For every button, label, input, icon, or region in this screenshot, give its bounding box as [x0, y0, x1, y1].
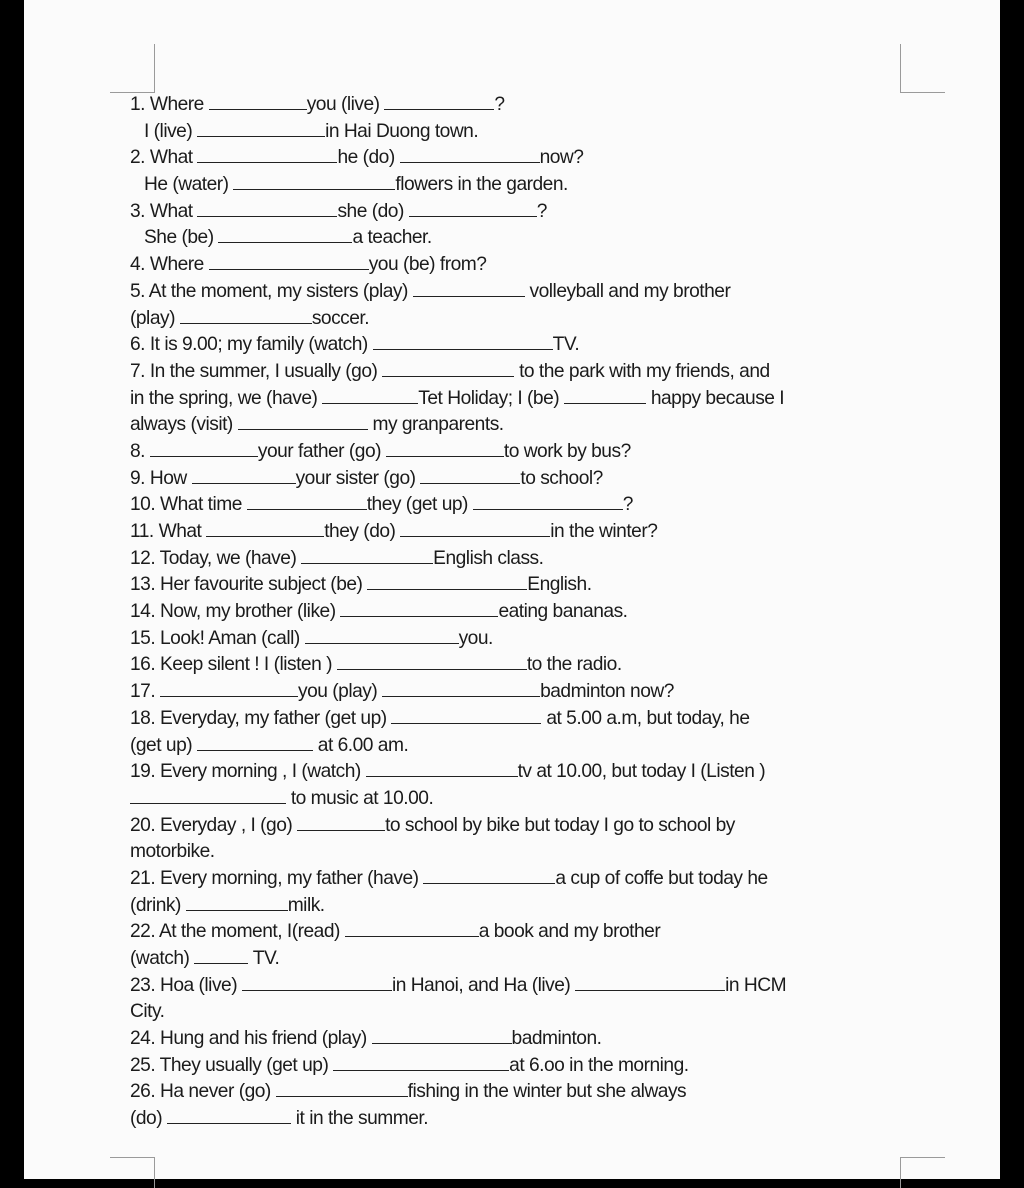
exercise-line [130, 839, 910, 866]
exercise-text: 26. Ha never (go) [130, 1081, 276, 1103]
answer-blank [400, 520, 550, 537]
answer-blank [373, 333, 553, 350]
exercise-text: He (water) [144, 174, 234, 196]
exercise-text: you (be) from? [368, 254, 487, 276]
answer-blank [247, 493, 367, 510]
exercise-text: 13. Her favourite subject (be) [130, 574, 368, 596]
exercise-text: 1. Where [130, 94, 209, 115]
answer-blank [345, 920, 479, 937]
exercise-text: your sister (go) [295, 467, 421, 489]
exercise-text: 19. Every morning , I (watch) [130, 761, 366, 783]
answer-blank [209, 253, 369, 270]
answer-blank [242, 974, 392, 991]
exercise-text: he (do) [337, 147, 400, 169]
answer-blank [333, 1054, 509, 1071]
exercise-line [130, 519, 910, 546]
exercise-text: TV. [248, 948, 280, 969]
exercise-line [130, 1026, 910, 1053]
answer-blank [238, 413, 368, 430]
exercise-text: 17. [130, 681, 161, 703]
exercise-line [130, 332, 910, 359]
exercise-line [130, 919, 910, 946]
exercise-text: motorbike. [130, 841, 215, 863]
exercise-text: tv at 10.00, but today I (Listen ) [517, 761, 766, 783]
exercise-text: now? [539, 147, 584, 169]
answer-blank [194, 947, 248, 964]
exercise-text: at 6.00 am. [312, 734, 409, 756]
exercise-text: 6. It is 9.00; my family (watch) [130, 334, 373, 356]
exercise-text: (watch) [130, 948, 195, 969]
exercise-text: She (be) [144, 227, 219, 249]
exercise-text: in Hanoi, and Ha (live) [391, 974, 576, 996]
exercise-line [130, 946, 910, 973]
exercise-text: to music at 10.00. [286, 787, 434, 809]
exercise-text: in the winter? [550, 521, 658, 542]
answer-blank [420, 467, 520, 484]
answer-blank [197, 120, 325, 137]
exercise-text: you. [458, 627, 493, 649]
exercise-line [130, 92, 910, 119]
exercise-line [130, 492, 910, 519]
exercise-line [130, 866, 910, 893]
exercise-line [130, 1106, 910, 1133]
answer-blank [372, 1027, 512, 1044]
exercise-text: to school by bike but today I go to school by [385, 814, 735, 836]
answer-blank [305, 627, 459, 644]
exercise-text: to the radio. [526, 654, 622, 676]
answer-blank [391, 707, 541, 724]
exercise-text: milk. [287, 894, 325, 916]
exercise-text: in Hai Duong town. [325, 120, 479, 142]
exercise-text: 24. Hung and his friend (play) [130, 1028, 372, 1050]
exercise-line [130, 973, 910, 1000]
exercise-text: 3. What [130, 200, 198, 222]
exercise-list [130, 92, 910, 1133]
answer-blank [167, 1107, 291, 1124]
exercise-line [130, 786, 910, 813]
exercise-line [130, 306, 910, 333]
exercise-line [130, 893, 910, 920]
answer-blank [382, 360, 514, 377]
exercise-text: (drink) [130, 894, 186, 916]
exercise-line [130, 466, 910, 493]
exercise-text: ? [622, 494, 633, 516]
answer-blank [340, 600, 498, 617]
exercise-text: badminton now? [540, 681, 674, 703]
exercise-line [130, 999, 910, 1026]
answer-blank [192, 467, 296, 484]
exercise-text: always (visit) [130, 414, 238, 436]
exercise-text: to school? [520, 467, 603, 489]
exercise-line [130, 172, 910, 199]
exercise-text: eating bananas. [498, 601, 628, 623]
exercise-line [130, 1053, 910, 1080]
exercise-line [130, 759, 910, 786]
exercise-text: in the spring, we (have) [130, 387, 323, 409]
answer-blank [197, 200, 337, 217]
exercise-text: 5. At the moment, my sisters (play) [130, 280, 413, 302]
answer-blank [276, 1080, 408, 1097]
answer-blank [209, 93, 307, 110]
answer-blank [150, 440, 258, 457]
answer-blank [233, 173, 395, 190]
document-page [24, 0, 1000, 1179]
exercise-text: 4. Where [130, 254, 209, 276]
exercise-text: ? [494, 94, 505, 115]
answer-blank [206, 520, 324, 537]
exercise-text: English. [527, 574, 592, 596]
exercise-text: happy because I [645, 387, 785, 409]
exercise-text: City. [130, 1001, 165, 1023]
exercise-line [130, 1079, 910, 1106]
exercise-text: my granparents. [367, 414, 504, 436]
exercise-text: 7. In the summer, I usually (go) [130, 360, 383, 382]
answer-blank [400, 146, 540, 163]
exercise-line [130, 199, 910, 226]
answer-blank [160, 680, 298, 697]
exercise-text: 15. Look! Aman (call) [130, 627, 305, 649]
exercise-text: they (get up) [366, 494, 473, 516]
exercise-line [130, 252, 910, 279]
exercise-line [130, 359, 910, 386]
crop-mark-bottom-left [110, 1157, 155, 1188]
crop-mark-top-left [110, 44, 155, 93]
exercise-text: English class. [433, 547, 544, 569]
exercise-text: TV. [552, 334, 580, 356]
exercise-line [130, 599, 910, 626]
exercise-text: 25. They usually (get up) [130, 1054, 334, 1076]
exercise-text: you (live) [306, 94, 385, 115]
exercise-text: 22. At the moment, I(read) [130, 921, 345, 943]
exercise-text: (do) [130, 1108, 167, 1130]
exercise-text: (play) [130, 307, 180, 329]
exercise-text: 16. Keep silent ! I (listen ) [130, 654, 337, 676]
answer-blank [366, 760, 518, 777]
exercise-text: at 5.00 a.m, but today, he [541, 707, 750, 729]
exercise-text: they (do) [324, 521, 401, 542]
crop-mark-bottom-right [900, 1157, 945, 1188]
exercise-line [130, 572, 910, 599]
exercise-line [130, 225, 910, 252]
answer-blank [575, 974, 725, 991]
exercise-text: badminton. [511, 1028, 602, 1050]
exercise-text: to the park with my friends, and [514, 360, 770, 382]
answer-blank [384, 93, 494, 110]
exercise-text: 10. What time [130, 494, 247, 516]
exercise-text: your father (go) [257, 440, 386, 462]
answer-blank [130, 787, 286, 804]
exercise-text: in HCM [725, 974, 787, 996]
exercise-text: soccer. [311, 307, 370, 329]
exercise-line [130, 386, 910, 413]
exercise-text: 2. What [130, 147, 198, 169]
answer-blank [382, 680, 540, 697]
exercise-text: it in the summer. [290, 1108, 429, 1130]
exercise-line [130, 145, 910, 172]
exercise-line [130, 733, 910, 760]
exercise-text: at 6.oo in the morning. [509, 1054, 689, 1076]
answer-blank [423, 867, 555, 884]
exercise-line [130, 626, 910, 653]
answer-blank [386, 440, 504, 457]
exercise-line [130, 706, 910, 733]
answer-blank [180, 307, 312, 324]
exercise-line [130, 679, 910, 706]
exercise-text: 12. Today, we (have) [130, 547, 302, 569]
answer-blank [218, 226, 352, 243]
exercise-text: a teacher. [352, 227, 432, 249]
exercise-line [130, 119, 910, 146]
answer-blank [473, 493, 623, 510]
answer-blank [409, 200, 537, 217]
answer-blank [564, 387, 646, 404]
exercise-text: fishing in the winter but she always [407, 1081, 687, 1103]
exercise-text: 8. [130, 440, 150, 462]
exercise-text: flowers in the garden. [395, 174, 568, 196]
exercise-text: 11. What [130, 521, 207, 542]
exercise-line [130, 546, 910, 573]
exercise-text: ? [536, 200, 547, 222]
exercise-text: 18. Everyday, my father (get up) [130, 707, 392, 729]
exercise-text: you (play) [298, 681, 383, 703]
exercise-text: to work by bus? [503, 440, 631, 462]
exercise-text: Tet Holiday; I (be) [418, 387, 564, 409]
exercise-line [130, 652, 910, 679]
exercise-text: I (live) [144, 120, 198, 142]
exercise-text: 20. Everyday , I (go) [130, 814, 298, 836]
crop-mark-top-right [900, 44, 945, 93]
exercise-text: she (do) [337, 200, 409, 222]
exercise-line [130, 412, 910, 439]
answer-blank [337, 653, 527, 670]
exercise-text: a book and my brother [478, 921, 661, 943]
exercise-text: 23. Hoa (live) [130, 974, 242, 996]
exercise-text: a cup of coffe but today he [555, 867, 768, 889]
answer-blank [367, 573, 527, 590]
answer-blank [186, 894, 288, 911]
answer-blank [197, 734, 313, 751]
exercise-text: 9. How [130, 467, 192, 489]
answer-blank [322, 387, 418, 404]
answer-blank [413, 280, 525, 297]
exercise-line [130, 279, 910, 306]
exercise-line [130, 813, 910, 840]
answer-blank [301, 547, 433, 564]
exercise-text: 21. Every morning, my father (have) [130, 867, 424, 889]
exercise-text: volleyball and my brother [524, 280, 731, 302]
answer-blank [197, 146, 337, 163]
exercise-text: 14. Now, my brother (like) [130, 601, 341, 623]
exercise-line [130, 439, 910, 466]
answer-blank [297, 814, 385, 831]
exercise-text: (get up) [130, 734, 197, 756]
